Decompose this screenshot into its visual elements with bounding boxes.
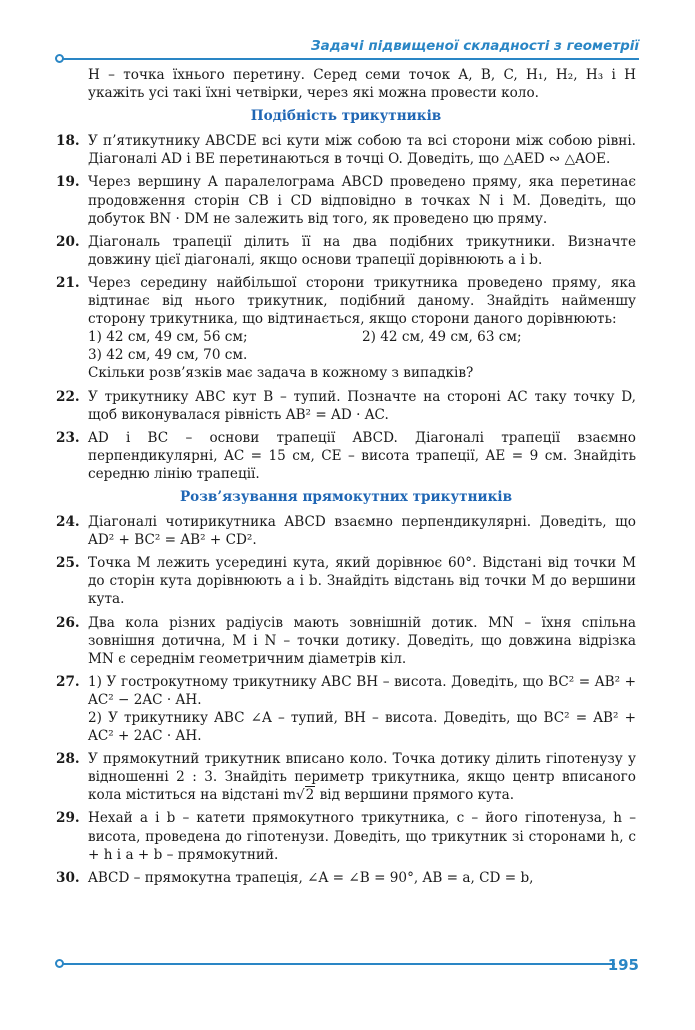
problem-text: Через середину найбільшої сторони трикутника проведено пряму, яка відтинає від нього трикутник, подібний даному. Знайдіть найменшу сторону трикутника, що відтинається, якщо сторони даного дорівнюють: — [88, 274, 636, 328]
problem-number: 28. — [56, 751, 80, 768]
problem-number: 22. — [56, 388, 80, 405]
problem-number: 20. — [56, 233, 80, 250]
problem-number: 18. — [56, 133, 80, 150]
problem-number: 24. — [56, 514, 80, 531]
problem-18 — [56, 132, 636, 168]
problem-27 — [56, 673, 636, 745]
problem-number: 21. — [56, 274, 80, 291]
problem-option-3: 3) 42 см, 49 см, 70 см. — [88, 347, 248, 364]
problem-20 — [56, 233, 636, 269]
problem-text: Діагональ трапеції ділить її на два подібних трикутники. Визначте довжину цієї діагоналі, якщо основи трапеції дорівнюють a і b. — [88, 233, 636, 268]
footer-rule — [62, 963, 615, 965]
footer-rule-marker — [55, 959, 64, 968]
problem-30 — [56, 869, 636, 887]
square-root-radicand: 2 — [305, 787, 315, 804]
problem-text: Діагоналі чотирикутника ABCD взаємно перпендикулярні. Доведіть, що AD² + BC² = AB² + CD². — [88, 514, 636, 549]
problem-part-1: 1) У гострокутному трикутнику ABC BH – висота. Доведіть, що BC² = AB² + AC² − 2AC · AH. — [88, 673, 636, 708]
problem-24 — [56, 513, 636, 549]
problem-26 — [56, 614, 636, 668]
problem-25 — [56, 554, 636, 608]
header-rule-marker — [55, 54, 64, 63]
continued-text: H – точка їхнього перетину. Серед семи точок A, B, C, H₁, H₂, H₃ і H укажіть усі такі їхні четвірки, через які можна провести коло. — [88, 67, 636, 102]
problem-text: Нехай a і b – катети прямокутного трикутника, c – його гіпотенуза, h – висота, проведена до гіпотенузи. Доведіть, що трикутник зі сторонами h, c + h і a + b – прямокутний. — [88, 810, 636, 863]
problem-text: Точка M лежить усередині кута, який дорівнює 60°. Відстані від точки M до сторін кута дорівнюють a і b. Знайдіть відстань від точки M до вершини кута. — [88, 555, 636, 608]
problem-options-row — [88, 328, 636, 346]
problem-text: У трикутнику ABC кут B – тупий. Позначте на стороні AC таку точку D, щоб виконувалася рівність AB² = AD · AC. — [88, 388, 636, 423]
page-header-title: Задачі підвищеної складності з геометрії — [311, 38, 639, 54]
problem-number: 30. — [56, 869, 80, 886]
problem-number: 29. — [56, 810, 80, 827]
section-heading-similarity: Подібність трикутників — [250, 108, 442, 125]
problem-text: У прямокутний трикутник вписано коло. Точка дотику ділить гіпотенузу у відношенні 2 : 3. Знайдіть периметр трикутника, якщо центр вписаного кола міститься на відстані m√ — [88, 751, 636, 804]
problem-23 — [56, 429, 636, 483]
problem-19 — [56, 173, 636, 227]
problem-text: Два кола різних радіусів мають зовнішній дотик. MN – їхня спільна зовнішня дотична, M і N – точки дотику. Доведіть, що довжина відрізка MN є середнім геометричним діаметрів кіл. — [88, 614, 636, 667]
problem-option-2: 2) 42 см, 49 см, 63 см; — [362, 329, 522, 346]
problem-number: 23. — [56, 429, 80, 446]
problem-28 — [56, 750, 636, 804]
problem-number: 26. — [56, 614, 80, 631]
page-content — [56, 66, 636, 892]
problem-option-1: 1) 42 см, 49 см, 56 см; — [88, 329, 248, 346]
problem-21 — [56, 274, 636, 383]
page-number: 195 — [607, 956, 639, 974]
problem-question: Скільки розв’язків має задача в кожному з випадків? — [88, 365, 474, 382]
problem-number: 27. — [56, 673, 80, 690]
section-heading-right-triangles: Розв’язування прямокутних трикутників — [179, 488, 513, 505]
problem-text: ABCD – прямокутна трапеція, ∠A = ∠B = 90°, AB = a, CD = b, — [88, 869, 534, 886]
problem-text: У п’ятикутнику ABCDE всі кути між собою та всі сторони між собою рівні. Діагоналі AD і BE перетинаються в точці O. Доведіть, що △AED ∾ △AOE. — [88, 133, 636, 168]
problem-22 — [56, 388, 636, 424]
problem-29 — [56, 809, 636, 863]
problem-text-end: від вершини прямого кута. — [315, 787, 515, 804]
problem-part-2: 2) У трикутнику ABC ∠A – тупий, BH – висота. Доведіть, що BC² = AB² + AC² + 2AC · AH. — [88, 710, 636, 745]
problem-number: 25. — [56, 555, 80, 572]
problem-text: Через вершину A паралелограма ABCD проведено пряму, яка перетинає продовження сторін CB і CD відповідно в точках N і M. Доведіть, що добуток BN · DM не залежить від того, як проведено цю пряму. — [88, 174, 636, 227]
problem-text: AD і BC – основи трапеції ABCD. Діагоналі трапеції взаємно перпендикулярні, AC = 15 см, CE – висота трапеції, AE = 9 см. Знайдіть середню лінію трапеції. — [88, 429, 636, 482]
problem-number: 19. — [56, 174, 80, 191]
header-rule — [62, 58, 639, 60]
